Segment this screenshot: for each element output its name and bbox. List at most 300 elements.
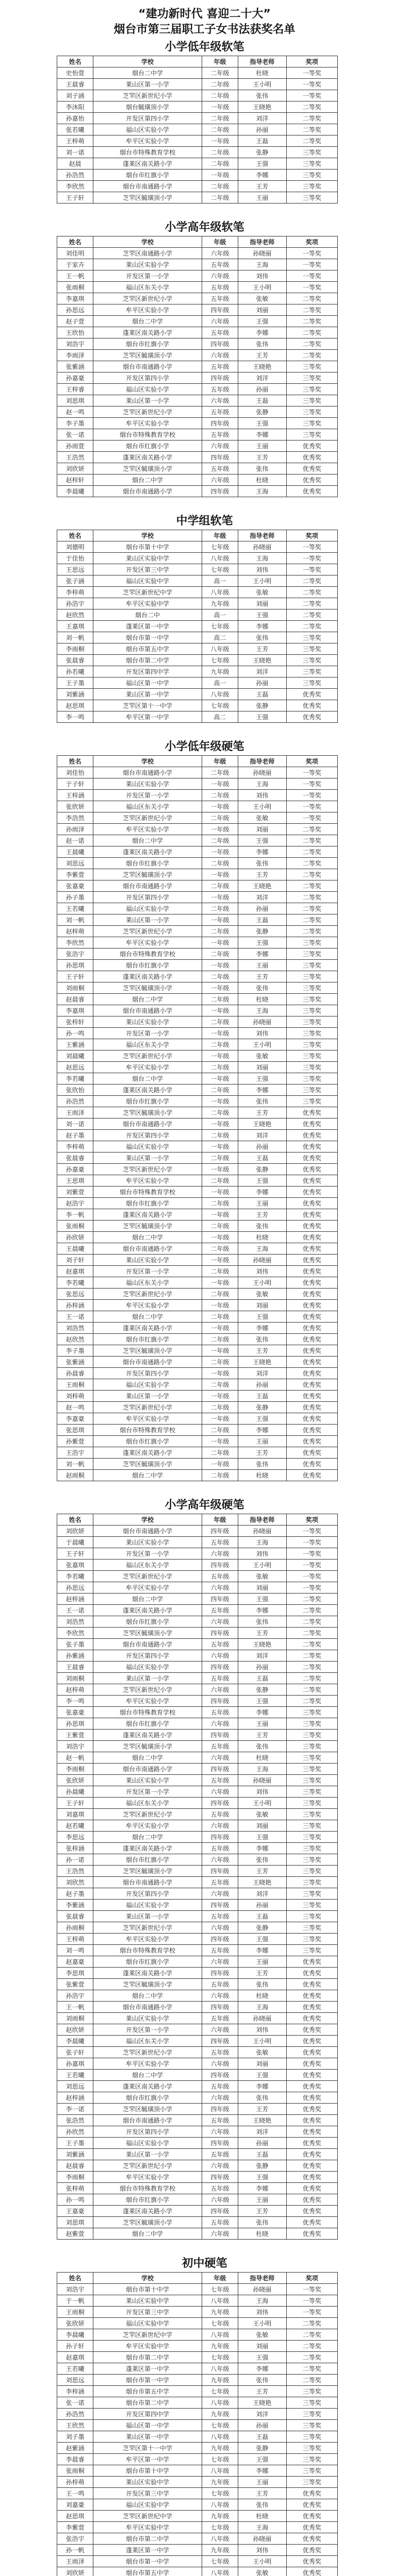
school-cell: 烟台市第十中学 xyxy=(93,2465,202,2477)
header-school: 学校 xyxy=(93,2273,202,2284)
teacher-cell: 王强 xyxy=(238,1175,286,1187)
name-cell: 张梓涵 xyxy=(57,1843,93,1854)
name-cell: 王子轩 xyxy=(57,192,93,204)
school-cell: 蓬莱区南关路小学 xyxy=(93,327,202,338)
name-cell: 赵雨桐 xyxy=(57,1470,93,1481)
award-cell: 优秀奖 xyxy=(286,1164,337,1175)
award-cell: 一等奖 xyxy=(286,90,337,101)
table-row xyxy=(57,1277,338,1289)
teacher-cell: 孙丽 xyxy=(238,384,286,395)
school-cell: 蓬莱区南关路小学 xyxy=(93,1323,202,1334)
award-cell: 三等奖 xyxy=(286,643,337,655)
section-title: 初中硬笔 xyxy=(182,2257,227,2270)
table-row xyxy=(57,1684,338,1696)
teacher-cell: 张敏 xyxy=(238,293,286,304)
name-cell: 张嘉琪 xyxy=(57,1560,93,1571)
header-award: 奖项 xyxy=(286,236,337,248)
teacher-cell: 张敏 xyxy=(238,587,286,598)
teacher-cell: 张静 xyxy=(238,926,286,937)
name-cell: 孙欣然 xyxy=(57,2126,93,2138)
teacher-cell: 孙晓丽 xyxy=(238,1016,286,1028)
teacher-cell: 孙晓丽 xyxy=(238,1255,286,1266)
name-cell: 王子轩 xyxy=(57,971,93,982)
award-cell: 二等奖 xyxy=(286,609,337,621)
grade-cell: 二年级 xyxy=(202,926,238,937)
teacher-cell: 张静 xyxy=(238,2160,286,2172)
grade-cell: 二年级 xyxy=(202,113,238,124)
award-cell: 二等奖 xyxy=(286,869,337,880)
table-row xyxy=(57,1968,338,1979)
school-cell: 芝罘区毓璜顶小学 xyxy=(93,2104,202,2115)
teacher-cell: 王丽 xyxy=(238,2194,286,2206)
teacher-cell: 王强 xyxy=(238,1594,286,1605)
table-row xyxy=(57,1289,338,1300)
name-cell: 刘子涵 xyxy=(57,90,93,101)
award-cell: 优秀奖 xyxy=(286,2058,337,2070)
grade-cell: 二年级 xyxy=(202,1334,238,1345)
award-cell: 三等奖 xyxy=(286,406,337,418)
table-row xyxy=(57,1096,338,1107)
teacher-cell: 王小明 xyxy=(238,1039,286,1050)
teacher-cell: 孙丽 xyxy=(238,2138,286,2149)
teacher-cell: 张伟 xyxy=(238,1334,286,1345)
school-cell: 牟平区实验中学 xyxy=(93,2522,202,2533)
header-grade: 年级 xyxy=(202,756,238,767)
school-cell: 芝罘区新世纪小学 xyxy=(93,1684,202,1696)
award-cell: 优秀奖 xyxy=(286,2533,337,2545)
table-row xyxy=(57,2409,338,2420)
school-cell: 莱山区实验中学 xyxy=(93,2477,202,2488)
name-cell: 张晨睿 xyxy=(57,655,93,666)
award-cell: 优秀奖 xyxy=(286,2149,337,2160)
teacher-cell: 李娜 xyxy=(238,2363,286,2375)
name-cell: 刘紫涵 xyxy=(57,689,93,700)
name-cell: 刘欣然 xyxy=(57,1877,93,1888)
award-cell: 二等奖 xyxy=(286,880,337,892)
name-cell: 赵梓涵 xyxy=(57,1594,93,1605)
school-cell: 芝罘区新世纪小学 xyxy=(93,1050,202,1062)
grade-cell: 六年级 xyxy=(202,1752,238,1764)
award-cell: 三等奖 xyxy=(286,666,337,677)
table-row xyxy=(57,1662,338,1673)
header-school: 学校 xyxy=(93,756,202,767)
school-cell: 牟平区实验小学 xyxy=(93,1820,202,1832)
school-cell: 开发区第一小学 xyxy=(93,2024,202,2036)
school-cell: 烟台市南通路小学 xyxy=(93,767,202,778)
award-cell: 二等奖 xyxy=(286,1684,337,1696)
table-row xyxy=(57,2149,338,2160)
award-cell: 优秀奖 xyxy=(286,2160,337,2172)
teacher-cell: 王小明 xyxy=(238,282,286,293)
grade-cell: 五年级 xyxy=(202,1605,238,1616)
name-cell: 张子涵 xyxy=(57,575,93,587)
grade-cell: 五年级 xyxy=(202,1945,238,1956)
grade-cell: 六年级 xyxy=(202,2160,238,2172)
teacher-cell: 王强 xyxy=(238,158,286,170)
school-cell: 牟平区实验小学 xyxy=(93,824,202,835)
school-cell: 芝罘区新世纪中学 xyxy=(93,587,202,598)
teacher-cell: 孙丽 xyxy=(238,1900,286,1911)
table-row xyxy=(57,67,338,79)
school-cell: 烟台市红旗小学 xyxy=(93,960,202,971)
award-table xyxy=(57,236,338,497)
teacher-cell: 刘洋 xyxy=(238,372,286,384)
grade-cell: 七年级 xyxy=(202,2522,238,2533)
header-grade: 年级 xyxy=(202,530,238,541)
table-row xyxy=(57,1357,338,1368)
award-cell: 优秀奖 xyxy=(286,2126,337,2138)
name-cell: 赵思远 xyxy=(57,1062,93,1073)
school-cell: 芝罘区新世纪小学 xyxy=(93,1809,202,1820)
teacher-cell: 刘伟 xyxy=(238,1548,286,1560)
teacher-cell: 张敏 xyxy=(238,2329,286,2341)
name-cell: 孙子墨 xyxy=(57,892,93,903)
name-cell: 张子墨 xyxy=(57,1639,93,1650)
name-cell: 孙思琪 xyxy=(57,1718,93,1730)
table-row xyxy=(57,1888,338,1900)
grade-cell: 九年级 xyxy=(202,2341,238,2352)
name-cell: 王晨睿 xyxy=(57,79,93,90)
table-row xyxy=(57,2420,338,2431)
school-cell: 芝罘区毓璜顶小学 xyxy=(93,1459,202,1470)
name-cell: 刘嘉豪 xyxy=(57,2499,93,2511)
award-cell: 三等奖 xyxy=(286,1016,337,1028)
grade-cell: 六年级 xyxy=(202,1786,238,1798)
teacher-cell: 张敏 xyxy=(238,1050,286,1062)
grade-cell: 七年级 xyxy=(202,564,238,575)
award-cell: 优秀奖 xyxy=(286,1334,337,1345)
award-cell: 优秀奖 xyxy=(286,1243,337,1255)
grade-cell: 五年级 xyxy=(202,282,238,293)
teacher-cell: 孙丽 xyxy=(238,124,286,135)
teacher-cell: 刘丽 xyxy=(238,1300,286,1311)
name-cell: 李思远 xyxy=(57,1832,93,1843)
teacher-cell: 王芳 xyxy=(238,2386,286,2397)
teacher-cell: 王小明 xyxy=(238,2036,286,2047)
grade-cell: 二年级 xyxy=(202,812,238,824)
table-row xyxy=(57,1243,338,1255)
grade-cell: 二年级 xyxy=(202,124,238,135)
table-row xyxy=(57,1187,338,1198)
name-cell: 李思琪 xyxy=(57,1968,93,1979)
name-cell: 张嘉豪 xyxy=(57,880,93,892)
table-row xyxy=(57,632,338,643)
name-cell: 王紫涵 xyxy=(57,1039,93,1050)
name-cell: 张若曦 xyxy=(57,124,93,135)
award-cell: 三等奖 xyxy=(286,2477,337,2488)
school-cell: 烟台市红旗小学 xyxy=(93,440,202,452)
name-cell: 孙嘉琪 xyxy=(57,2058,93,2070)
name-cell: 刘雨桐 xyxy=(57,982,93,994)
name-cell: 王浩然 xyxy=(57,452,93,463)
award-cell: 二等奖 xyxy=(286,1628,337,1639)
award-cell: 三等奖 xyxy=(286,2386,337,2397)
table-row xyxy=(57,192,338,204)
header-school: 学校 xyxy=(93,1514,202,1526)
school-cell: 芝罘区新世纪小学 xyxy=(93,293,202,304)
award-cell: 二等奖 xyxy=(286,1650,337,1662)
teacher-cell: 刘伟 xyxy=(238,2024,286,2036)
school-cell: 莱山区实验小学 xyxy=(93,1255,202,1266)
school-cell: 烟台市第十中学 xyxy=(93,2284,202,2295)
table-row xyxy=(57,541,338,553)
award-cell: 一等奖 xyxy=(286,2284,337,2295)
grade-cell: 一年级 xyxy=(202,135,238,147)
teacher-cell: 刘洋 xyxy=(238,113,286,124)
school-cell: 芝罘区毓璜顶小学 xyxy=(93,1979,202,1990)
table-row xyxy=(57,903,338,914)
grade-cell: 四年级 xyxy=(202,2138,238,2149)
award-cell: 三等奖 xyxy=(286,1775,337,1786)
school-cell: 开发区第四小学 xyxy=(93,372,202,384)
teacher-cell: 王晓艳 xyxy=(238,101,286,113)
table-row xyxy=(57,372,338,384)
name-cell: 孙晨睿 xyxy=(57,1368,93,1379)
school-cell: 蓬莱区南关路小学 xyxy=(93,846,202,858)
grade-cell: 六年级 xyxy=(202,1888,238,1900)
grade-cell: 六年级 xyxy=(202,1854,238,1866)
grade-cell: 二年级 xyxy=(202,1016,238,1028)
name-cell: 王晨睿 xyxy=(57,1662,93,1673)
school-cell: 芝罘区新世纪中学 xyxy=(93,2511,202,2522)
name-cell: 刘浩然 xyxy=(57,1616,93,1628)
section-title: 小学低年级软笔 xyxy=(165,41,244,54)
school-cell: 牟平区实验小学 xyxy=(93,1413,202,1425)
table-row xyxy=(57,2217,338,2228)
name-cell: 刘欣妍 xyxy=(57,463,93,474)
grade-cell: 八年级 xyxy=(202,689,238,700)
teacher-cell: 王丽 xyxy=(238,960,286,971)
grade-cell: 五年级 xyxy=(202,2081,238,2092)
school-cell: 莱山区实验小学 xyxy=(93,259,202,270)
school-cell: 烟台市南通路小学 xyxy=(93,1005,202,1016)
teacher-cell: 孙晓丽 xyxy=(238,1526,286,1537)
award-table xyxy=(57,1514,338,2240)
table-row xyxy=(57,1039,338,1050)
name-cell: 王子轩 xyxy=(57,1798,93,1809)
teacher-cell: 王芳 xyxy=(238,643,286,655)
grade-cell: 八年级 xyxy=(202,553,238,564)
table-row xyxy=(57,1650,338,1662)
table-row xyxy=(57,994,338,1005)
header-award: 奖项 xyxy=(286,56,337,67)
table-header xyxy=(57,236,338,248)
teacher-cell: 张静 xyxy=(238,1164,286,1175)
name-cell: 刘佳明 xyxy=(57,248,93,259)
name-cell: 孙嘉豪 xyxy=(57,372,93,384)
award-cell: 优秀奖 xyxy=(286,2488,337,2499)
school-cell: 开发区第四小学 xyxy=(93,113,202,124)
teacher-cell: 张伟 xyxy=(238,1459,286,1470)
table-row xyxy=(57,270,338,282)
name-cell: 史怡萱 xyxy=(57,67,93,79)
table-row xyxy=(57,1696,338,1707)
table-row xyxy=(57,2024,338,2036)
name-cell: 王浩宇 xyxy=(57,1447,93,1459)
award-cell: 三等奖 xyxy=(286,2409,337,2420)
grade-cell: 四年级 xyxy=(202,486,238,497)
school-cell: 福山区实验中学 xyxy=(93,2318,202,2329)
page-subtitle: 烟台市第三届职工子女书法获奖名单 xyxy=(113,23,296,36)
teacher-cell: 杜晓 xyxy=(238,474,286,486)
table-row xyxy=(57,869,338,880)
teacher-cell: 李娜 xyxy=(238,1187,286,1198)
teacher-cell: 王小明 xyxy=(238,1277,286,1289)
award-cell: 优秀奖 xyxy=(286,2115,337,2126)
teacher-cell: 孙丽 xyxy=(238,1662,286,1673)
teacher-cell: 王芳 xyxy=(238,452,286,463)
table-row xyxy=(57,113,338,124)
school-cell: 福山区实验中学 xyxy=(93,575,202,587)
school-cell: 牟平区实验小学 xyxy=(93,1582,202,1594)
award-cell: 优秀奖 xyxy=(286,1187,337,1198)
name-cell: 刘思琪 xyxy=(57,2217,93,2228)
teacher-cell: 王海 xyxy=(238,1537,286,1548)
award-cell: 优秀奖 xyxy=(286,1255,337,1266)
table-row xyxy=(57,1832,338,1843)
teacher-cell: 张静 xyxy=(238,1402,286,1413)
grade-cell: 五年级 xyxy=(202,406,238,418)
award-cell: 三等奖 xyxy=(286,960,337,971)
school-cell: 芝罘区新世纪中学 xyxy=(93,2329,202,2341)
award-cell: 三等奖 xyxy=(286,1854,337,1866)
teacher-cell: 王海 xyxy=(238,486,286,497)
teacher-cell: 张静 xyxy=(238,700,286,711)
name-cell: 张雨桐 xyxy=(57,2465,93,2477)
table-row xyxy=(57,1616,338,1628)
award-cell: 三等奖 xyxy=(286,1741,337,1752)
school-cell: 烟台二中学 xyxy=(93,2228,202,2240)
school-cell: 蓬莱区南关路小学 xyxy=(93,1605,202,1616)
name-cell: 刘佳怡 xyxy=(57,767,93,778)
grade-cell: 四年级 xyxy=(202,418,238,429)
table-row xyxy=(57,609,338,621)
award-cell: 优秀奖 xyxy=(286,1289,337,1300)
school-cell: 烟台市特殊教育学校 xyxy=(93,2183,202,2194)
name-cell: 赵梓萌 xyxy=(57,1684,93,1696)
grade-cell: 五年级 xyxy=(202,384,238,395)
name-cell: 张雨桐 xyxy=(57,282,93,293)
grade-cell: 四年级 xyxy=(202,1662,238,1673)
table-row xyxy=(57,960,338,971)
grade-cell: 二年级 xyxy=(202,994,238,1005)
teacher-cell: 王芳 xyxy=(238,1730,286,1741)
award-cell: 三等奖 xyxy=(286,1798,337,1809)
teacher-cell: 王晓艳 xyxy=(238,655,286,666)
grade-cell: 一年级 xyxy=(202,846,238,858)
award-cell: 优秀奖 xyxy=(286,1277,337,1289)
school-cell: 牟平区实验小学 xyxy=(93,1300,202,1311)
header-teacher: 指导老师 xyxy=(238,756,286,767)
school-cell: 芝罘区新世纪小学 xyxy=(93,1922,202,1934)
school-cell: 开发区第四小学 xyxy=(93,1888,202,1900)
teacher-cell: 杜晓 xyxy=(238,1752,286,1764)
school-cell: 莱山区第一小学 xyxy=(93,1673,202,1684)
grade-cell: 一年级 xyxy=(202,1164,238,1175)
teacher-cell: 李娜 xyxy=(238,1323,286,1334)
table-row xyxy=(57,1911,338,1922)
grade-cell: 二年级 xyxy=(202,181,238,192)
name-cell: 刘德明 xyxy=(57,541,93,553)
name-cell: 张紫涵 xyxy=(57,361,93,372)
teacher-cell: 孙晓丽 xyxy=(238,248,286,259)
school-cell: 烟台市红旗小学 xyxy=(93,1334,202,1345)
table-row xyxy=(57,2363,338,2375)
table-row xyxy=(57,2352,338,2363)
award-cell: 优秀奖 xyxy=(286,1436,337,1447)
table-row xyxy=(57,1752,338,1764)
teacher-cell: 王强 xyxy=(238,609,286,621)
name-cell: 孙欣妍 xyxy=(57,1232,93,1243)
grade-cell: 二年级 xyxy=(202,1243,238,1255)
teacher-cell: 王海 xyxy=(238,1243,286,1255)
name-cell: 王若曦 xyxy=(57,2363,93,2375)
teacher-cell: 李娜 xyxy=(238,2465,286,2477)
name-cell: 李欣然 xyxy=(57,937,93,948)
table-row xyxy=(57,2194,338,2206)
teacher-cell: 刘伟 xyxy=(238,1786,286,1798)
table-row xyxy=(57,101,338,113)
award-cell: 三等奖 xyxy=(286,158,337,170)
teacher-cell: 王丽 xyxy=(238,1956,286,1968)
school-cell: 开发区第四小学 xyxy=(93,1368,202,1379)
grade-cell: 二年级 xyxy=(202,835,238,846)
grade-cell: 一年级 xyxy=(202,1323,238,1334)
table-row xyxy=(57,90,338,101)
school-cell: 蓬莱区南关路小学 xyxy=(93,1730,202,1741)
grade-cell: 九年级 xyxy=(202,2409,238,2420)
table-row xyxy=(57,2443,338,2454)
grade-cell: 二年级 xyxy=(202,1470,238,1481)
school-cell: 烟台市第五中学 xyxy=(93,2567,202,2576)
school-cell: 芝罘区新世纪小学 xyxy=(93,1289,202,1300)
teacher-cell: 王强 xyxy=(238,2454,286,2465)
teacher-cell: 张伟 xyxy=(238,338,286,350)
award-table xyxy=(57,56,338,204)
table-row xyxy=(57,711,338,723)
award-cell: 二等奖 xyxy=(286,575,337,587)
award-cell: 三等奖 xyxy=(286,361,337,372)
grade-cell: 六年级 xyxy=(202,474,238,486)
school-cell: 蓬莱区南关路小学 xyxy=(93,1968,202,1979)
award-cell: 三等奖 xyxy=(286,1039,337,1050)
name-cell: 王思远 xyxy=(57,564,93,575)
teacher-cell: 王小明 xyxy=(238,1798,286,1809)
grade-cell: 五年级 xyxy=(202,1775,238,1786)
school-cell: 芝罘区毓璜顶小学 xyxy=(93,350,202,361)
teacher-cell: 杜晓 xyxy=(238,1470,286,1481)
award-cell: 优秀奖 xyxy=(286,463,337,474)
school-cell: 牟平区实验小学 xyxy=(93,2172,202,2183)
name-cell: 王子轩 xyxy=(57,1548,93,1560)
grade-cell: 一年级 xyxy=(202,778,238,790)
award-cell: 三等奖 xyxy=(286,937,337,948)
section-title: 小学高年级软笔 xyxy=(165,221,244,234)
name-cell: 孙子轩 xyxy=(57,2341,93,2352)
school-cell: 烟台市特殊教育学校 xyxy=(93,1707,202,1718)
name-cell: 刘子轩 xyxy=(57,1255,93,1266)
teacher-cell: 张伟 xyxy=(238,982,286,994)
grade-cell: 二年级 xyxy=(202,1357,238,1368)
school-cell: 蓬莱区第一中学 xyxy=(93,2363,202,2375)
school-cell: 芝罘区毓璜顶小学 xyxy=(93,1741,202,1752)
name-cell: 孙紫萱 xyxy=(57,1436,93,1447)
name-cell: 李晨曦 xyxy=(57,2329,93,2341)
school-cell: 开发区第四小学 xyxy=(93,2126,202,2138)
school-cell: 烟台市南通路小学 xyxy=(93,1877,202,1888)
name-cell: 李晨曦 xyxy=(57,2036,93,2047)
teacher-cell: 李娜 xyxy=(238,170,286,181)
